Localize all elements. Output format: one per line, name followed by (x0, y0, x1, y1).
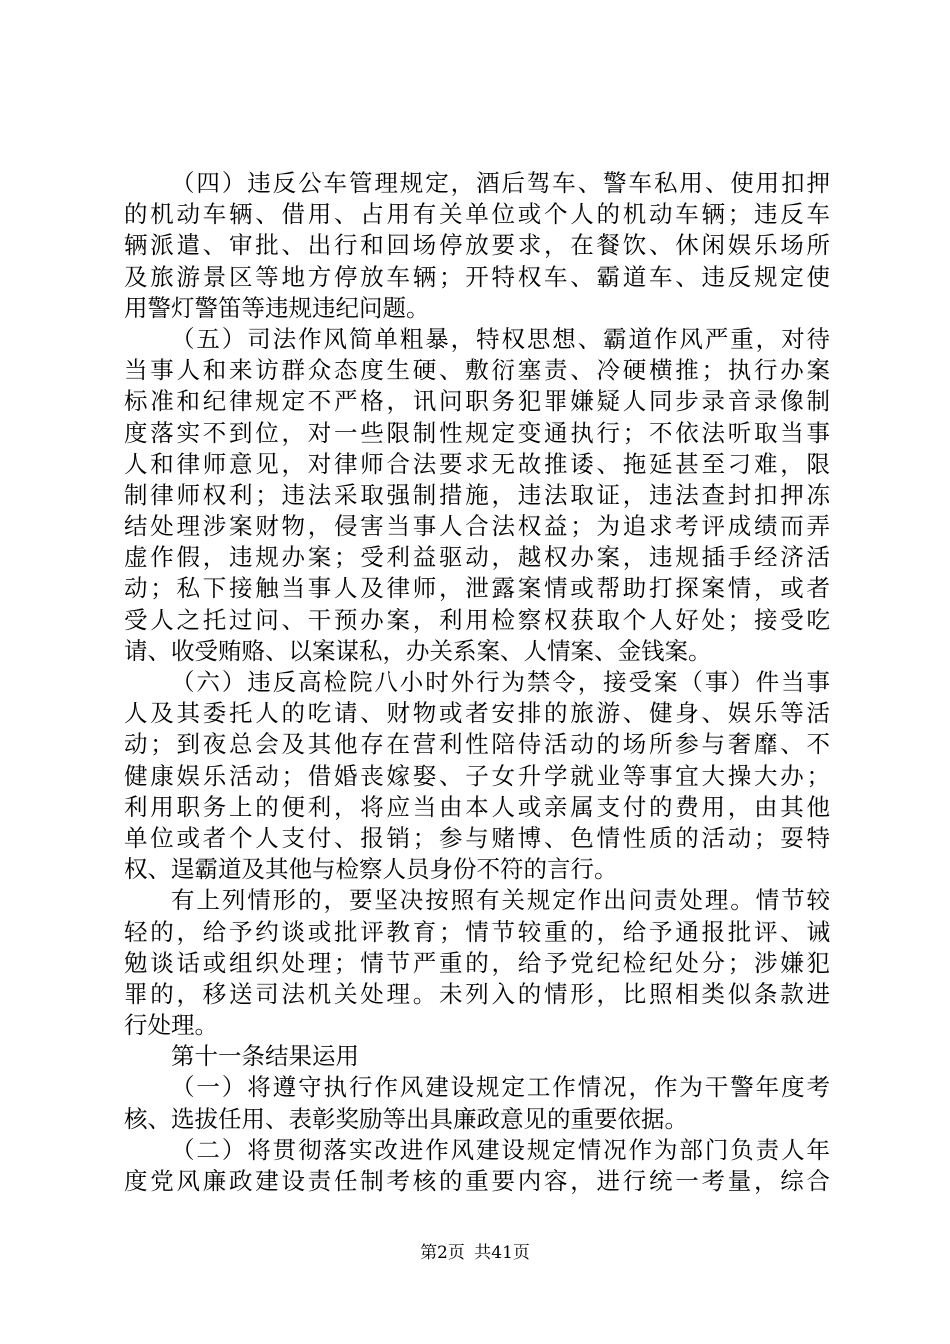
text-line: 核、选拔任用、表彰奖励等出具廉政意见的重要依据。 (124, 1104, 688, 1133)
text-line: 人及其委托人的吃请、财物或者安排的旅游、健身、娱乐等活 (124, 699, 830, 728)
text-line: 的机动车辆、借用、占用有关单位或个人的机动车辆；违反车 (124, 200, 830, 229)
text-line: 权、逞霸道及其他与检察人员身份不符的言行。 (124, 855, 618, 884)
text-line: 用警灯警笛等违规违纪问题。 (124, 293, 430, 322)
page-number: 第2页 (420, 1243, 465, 1263)
text-line: 罪的，移送司法机关处理。未列入的情形，比照相类似条款进 (124, 979, 830, 1008)
text-line: 当事人和来访群众态度生硬、敷衍塞责、冷硬横推；执行办案 (124, 356, 830, 385)
text-line: 辆派遣、审批、出行和回场停放要求，在餐饮、休闲娱乐场所 (124, 231, 830, 260)
text-line: 受人之托过问、干预办案，利用检察权获取个人好处；接受吃 (124, 605, 830, 634)
text-line: （五）司法作风简单粗暴，特权思想、霸道作风严重，对待 (171, 324, 830, 353)
document-body (124, 168, 830, 1197)
text-line: 有上列情形的，要坚决按照有关规定作出问责处理。情节较 (171, 886, 830, 915)
text-line: 第十一条结果运用 (171, 1042, 359, 1071)
text-line: 轻的，给予约谈或批评教育；情节较重的，给予通报批评、诫 (124, 917, 830, 946)
text-line: 度落实不到位，对一些限制性规定变通执行；不依法听取当事 (124, 418, 830, 447)
text-line: 勉谈话或组织处理；情节严重的，给予党纪检纪处分；涉嫌犯 (124, 948, 830, 977)
text-line: 人和律师意见，对律师合法要求无故推诿、拖延甚至刁难，限 (124, 449, 830, 478)
text-line: 制律师权利；违法采取强制措施，违法取证，违法查封扣押冻 (124, 480, 830, 509)
text-line: 动；私下接触当事人及律师，泄露案情或帮助打探案情，或者 (124, 574, 830, 603)
text-line: 请、收受贿赂、以案谋私，办关系案、人情案、金钱案。 (124, 636, 712, 665)
page-total: 共41页 (474, 1243, 530, 1263)
text-line: 虚作假，违规办案；受利益驱动，越权办案，违规插手经济活 (124, 543, 830, 572)
text-line: 及旅游景区等地方停放车辆；开特权车、霸道车、违反规定使 (124, 262, 830, 291)
text-line: 动；到夜总会及其他存在营利性陪侍活动的场所参与奢靡、不 (124, 730, 830, 759)
text-line: 健康娱乐活动；借婚丧嫁娶、子女升学就业等事宜大操大办； (124, 761, 830, 790)
text-line: （四）违反公车管理规定，酒后驾车、警车私用、使用扣押 (171, 169, 830, 197)
text-line: 单位或者个人支付、报销；参与赌博、色情性质的活动；耍特 (124, 823, 830, 852)
text-line: （二）将贯彻落实改进作风建设规定情况作为部门负责人年 (171, 1135, 830, 1164)
text-line: 结处理涉案财物，侵害当事人合法权益；为追求考评成绩而弄 (124, 512, 830, 541)
text-line: 度党风廉政建设责任制考核的重要内容，进行统一考量，综合 (124, 1167, 830, 1195)
text-line: 标准和纪律规定不严格，讯问职务犯罪嫌疑人同步录音录像制 (124, 387, 830, 416)
text-line: 利用职务上的便利，将应当由本人或亲属支付的费用，由其他 (124, 792, 830, 821)
page-footer (0, 1242, 950, 1264)
text-line: （一）将遵守执行作风建设规定工作情况，作为干警年度考 (171, 1073, 830, 1102)
text-line: 行处理。 (124, 1011, 218, 1040)
text-line: （六）违反高检院八小时外行为禁令，接受案（事）件当事 (171, 668, 830, 696)
